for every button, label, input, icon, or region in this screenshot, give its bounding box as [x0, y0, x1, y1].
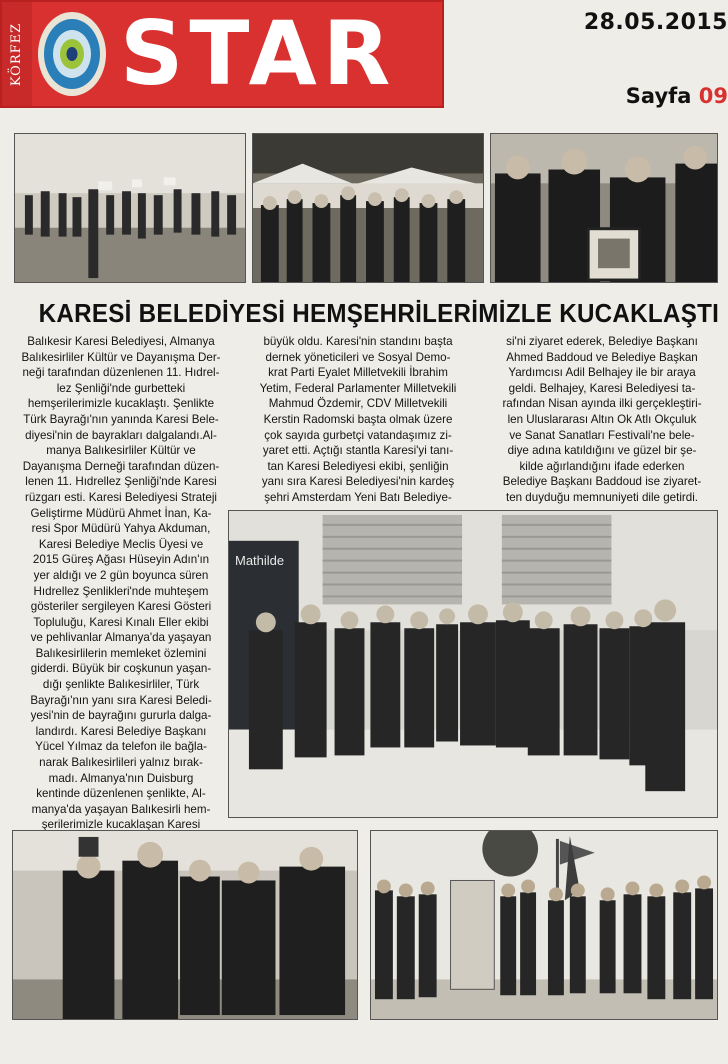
newspaper-logo — [0, 0, 444, 108]
article-text-line: giderdi. Büyük bir coşkunun yaşan- — [30, 662, 212, 676]
article-text-line: Türk Bayrağı'nın yanında Karesi Bele- — [23, 412, 219, 426]
article-text-line: hemşerilerimizle kucaklaştı. Şenlikte — [27, 397, 215, 411]
article-text-line: Balıkesirlilerin memleket özlemini — [35, 646, 207, 660]
photo-festival-dance — [14, 133, 246, 283]
article-text-line: si'ni ziyaret ederek, Belediye Başkanı — [506, 335, 698, 348]
article-text-line: dernek yöneticileri ve Sosyal Demo- — [265, 350, 451, 364]
photo-festival-crowd — [252, 133, 484, 283]
article-text-line: dığı şenlikte Balıkesirliler, Türk — [42, 678, 200, 692]
article-text-line: ve Sanat Sanatları Festivali'ne bele- — [509, 428, 695, 442]
page-indicator — [626, 84, 728, 108]
publication-date: 28.05.2015 — [583, 10, 728, 35]
article-text-line: çok sayıda gurbetçi vatandaşımız zi- — [264, 428, 452, 442]
article-text-line: lenen 11. Hıdrellez Şenliği'nde Karesi — [25, 475, 217, 489]
article-text-line: şerilerimizle kucaklaşan Karesi — [41, 818, 201, 832]
article-text-line: gösteriler sergileyen Karesi Gösteri — [30, 600, 212, 614]
article-text-line: yesi'nin de bayrağını gururla dalga- — [30, 709, 212, 723]
article-text-line: yanı sıra Karesi Belediyesi'nin kardeş — [261, 475, 455, 489]
photo-group-standing — [228, 510, 718, 818]
article-text-line: Topluluğu, Karesi Kınalı Eller ekibi — [33, 615, 209, 629]
page-number: 09 — [698, 84, 728, 108]
logo-wordmark: STAR — [120, 2, 397, 105]
article-text-line: Geliştirme Müdürü Ahmet İnan, Ka- — [30, 506, 212, 520]
article-text-line: resi Spor Müdürü Yahya Akduman, — [31, 522, 211, 536]
article-text-line: Karesi Belediye Meclis Üyesi ve — [38, 537, 204, 551]
article-text-line: büyük oldu. Karesi'nin standını başta — [263, 335, 453, 348]
article-text-line: rüzgarı esti. Karesi Belediyesi Strateji — [24, 490, 218, 504]
article-text-line: yaret etti. Açtığı stantla Karesi'yi tanı- — [262, 444, 454, 458]
article-text-line: Hıdrellez Şenlikleri'nde muhteşem — [33, 584, 209, 598]
article-text-line: kilde ağırlandığını ifade ederken — [519, 459, 685, 473]
article-text-line: Dayanışma Derneği tarafından düzen- — [22, 459, 220, 473]
article-text-line: diye adına katıldığını ve güzel bir şe- — [507, 444, 697, 458]
article-column-3 — [484, 334, 720, 506]
article-text-line: krat Parti Eyalet Milletvekili İbrahim — [268, 366, 448, 380]
article-text-line: Balıkesirliler Kültür ve Dayanışma Der- — [21, 350, 221, 364]
photo-costumed-group — [12, 830, 358, 1020]
page-label: Sayfa — [625, 84, 692, 108]
article-text-line: madı. Almanya'nın Duisburg — [48, 771, 194, 785]
article-text-line: Kerstin Radomski başta olmak üzere — [263, 412, 453, 426]
article-text-line: Yetim, Federal Parlamenter Milletvekili — [259, 381, 457, 395]
article-column-1 — [14, 334, 228, 849]
article-text-line: landırdı. Karesi Belediye Başkanı — [35, 724, 207, 738]
article-text-line: 2015 Güreş Ağası Hüseyin Adın'ın — [32, 553, 210, 567]
article-text-line: yer aldığı ve 2 gün boyunca süren — [33, 568, 209, 582]
article-text-line: ve pehlivanlar Almanya'da yaşayan — [30, 631, 212, 645]
article-text-line: manya Balıkesirliler Kültür ve — [46, 444, 196, 458]
article-text-line: ten duyduğu memnuniyeti dile getirdi. — [505, 490, 699, 504]
photo-wrestlers-group — [370, 830, 718, 1020]
article-text-line: neği tarafından düzenlenen 11. Hıdrel- — [22, 366, 220, 380]
article-text-line: len Uluslararası Altın Ok Atlı Okçuluk — [507, 412, 697, 426]
article-text-line: Ahmed Baddoud ve Belediye Başkan — [506, 350, 698, 364]
photo-award-presentation — [490, 133, 718, 283]
article-text-line: geldi. Belhajey, Karesi Belediyesi ta- — [508, 381, 696, 395]
article-text-line: şehri Amsterdam Yeni Batı Belediye- — [264, 490, 452, 504]
article-text-line: rafından Nisan ayında ilki gerçekleştiri- — [502, 397, 702, 411]
article-text-line: kentinde düzenlenen şenlikte, Al- — [36, 787, 206, 801]
article-text-line: Belediye Başkanı Baddoud ise ziyaret- — [502, 475, 702, 489]
article-text-line: diyesi'nin de bayrakları dalgalandı.Al- — [25, 428, 217, 442]
article-text-line: Yardımcısı Adil Belhajey ile bir araya — [508, 366, 696, 380]
evil-eye-icon — [36, 10, 108, 98]
logo-side-band — [2, 2, 32, 106]
article-text-line: Balıkesir Karesi Belediyesi, Almanya — [27, 335, 215, 348]
article-headline: KARESİ BELEDİYESİ HEMŞEHRİLERİMİZLE KUCAKLAŞTI — [38, 298, 720, 328]
logo-side-text: KÖRFEZ — [9, 22, 25, 86]
article-text-line: Bayrağı'nın yanı sıra Karesi Beledi- — [30, 693, 212, 707]
article-column-2 — [238, 334, 478, 506]
article-text-line: Yücel Yılmaz da telefon ile bağla- — [35, 740, 207, 754]
article-text-line: manya'da yaşayan Balıkesirli hem- — [31, 802, 211, 816]
article-text-line: lez Şenliği'nde gurbetteki — [56, 381, 186, 395]
article-text-line: tan Karesi Belediyesi ekibi, şenliğin — [267, 459, 449, 473]
article-text-line: Mahmud Özdemir, CDV Milletvekili — [268, 397, 448, 411]
article-text-line: narak Balıkesirlileri yalnız bırak- — [39, 756, 203, 770]
store-sign-text: Mathilde — [235, 553, 285, 568]
